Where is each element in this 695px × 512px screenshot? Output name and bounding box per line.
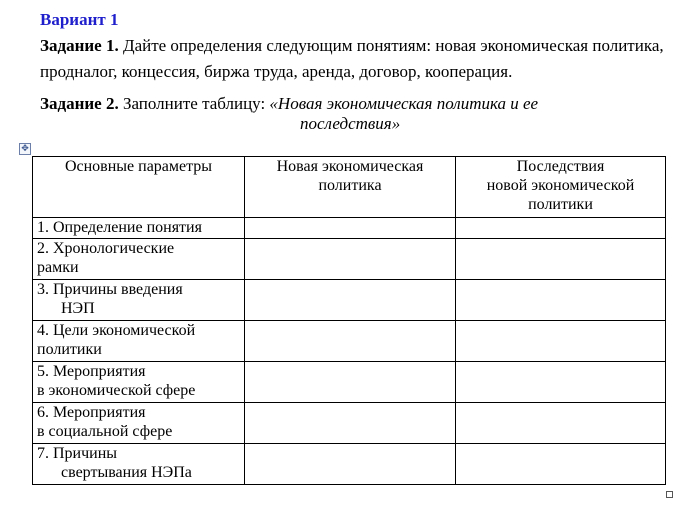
row-label-line1: 2. Хронологические: [37, 240, 175, 257]
header-consequences-line2: новой экономической: [486, 177, 635, 194]
cell-consequences[interactable]: [456, 321, 666, 362]
cell-consequences[interactable]: [456, 444, 666, 485]
row-label-line2: рамки: [37, 259, 79, 276]
table-row: [33, 362, 666, 403]
task-2-text: Заполните таблицу:: [122, 94, 266, 113]
header-nep-line1: Новая экономическая: [276, 158, 424, 175]
task-1: [40, 33, 680, 85]
table-row: [33, 444, 666, 485]
header-main-parameters: Основные параметры: [33, 157, 245, 218]
row-label: [33, 218, 245, 239]
row-label: [33, 403, 245, 444]
cell-nep[interactable]: [245, 280, 456, 321]
table-row: [33, 280, 666, 321]
row-label-line2: свертывания НЭПа: [61, 464, 192, 481]
cell-nep[interactable]: [245, 444, 456, 485]
row-label-line2: в экономической сфере: [37, 382, 196, 399]
row-label-line1: 7. Причины: [37, 445, 118, 462]
row-label: [33, 239, 245, 280]
row-label: [33, 362, 245, 403]
cell-nep[interactable]: [245, 239, 456, 280]
row-label: [33, 280, 245, 321]
task-2: [40, 94, 680, 134]
row-label-line2: НЭП: [61, 300, 95, 317]
task-1-text: Дайте определения следующим понятиям: новая экономическая политика, продналог, концессия, биржа труда, аренда, договор, кооперация.: [40, 36, 664, 81]
cell-consequences[interactable]: [456, 362, 666, 403]
cell-consequences[interactable]: [456, 403, 666, 444]
header-consequences-line3: политики: [528, 196, 593, 213]
row-label-line1: 6. Мероприятия: [37, 404, 146, 421]
task-2-label: Задание 2.: [40, 94, 119, 113]
header-nep-line2: политика: [318, 177, 382, 194]
table-move-handle-icon[interactable]: ✥: [19, 143, 31, 155]
row-label-line1: 5. Мероприятия: [37, 363, 146, 380]
cell-nep[interactable]: [245, 362, 456, 403]
task-2-quote-line2: последствия»: [300, 114, 401, 133]
variant-title: Вариант 1: [40, 10, 119, 29]
row-label: [33, 321, 245, 362]
cell-nep[interactable]: [245, 218, 456, 239]
parameters-table: [32, 156, 666, 485]
row-label: [33, 444, 245, 485]
cell-consequences[interactable]: [456, 239, 666, 280]
table-header-row: [33, 157, 666, 218]
row-label-line2: в социальной сфере: [37, 423, 173, 440]
cell-consequences[interactable]: [456, 280, 666, 321]
header-consequences: [456, 157, 666, 218]
table-row: [33, 218, 666, 239]
table-row: [33, 321, 666, 362]
row-label-line1: 1. Определение понятия: [37, 219, 202, 236]
row-label-line1: 4. Цели экономической: [37, 322, 196, 339]
header-consequences-line1: Последствия: [516, 158, 605, 175]
table-row: [33, 403, 666, 444]
table-resize-handle-icon[interactable]: [666, 491, 673, 498]
table-row: [33, 239, 666, 280]
cell-nep[interactable]: [245, 321, 456, 362]
row-label-line2: политики: [37, 341, 102, 358]
row-label-line1: 3. Причины введения: [37, 281, 183, 298]
header-nep: [245, 157, 456, 218]
cell-nep[interactable]: [245, 403, 456, 444]
task-1-label: Задание 1.: [40, 36, 119, 55]
task-2-quote-line1: «Новая экономическая политика и ее: [269, 94, 539, 113]
cell-consequences[interactable]: [456, 218, 666, 239]
